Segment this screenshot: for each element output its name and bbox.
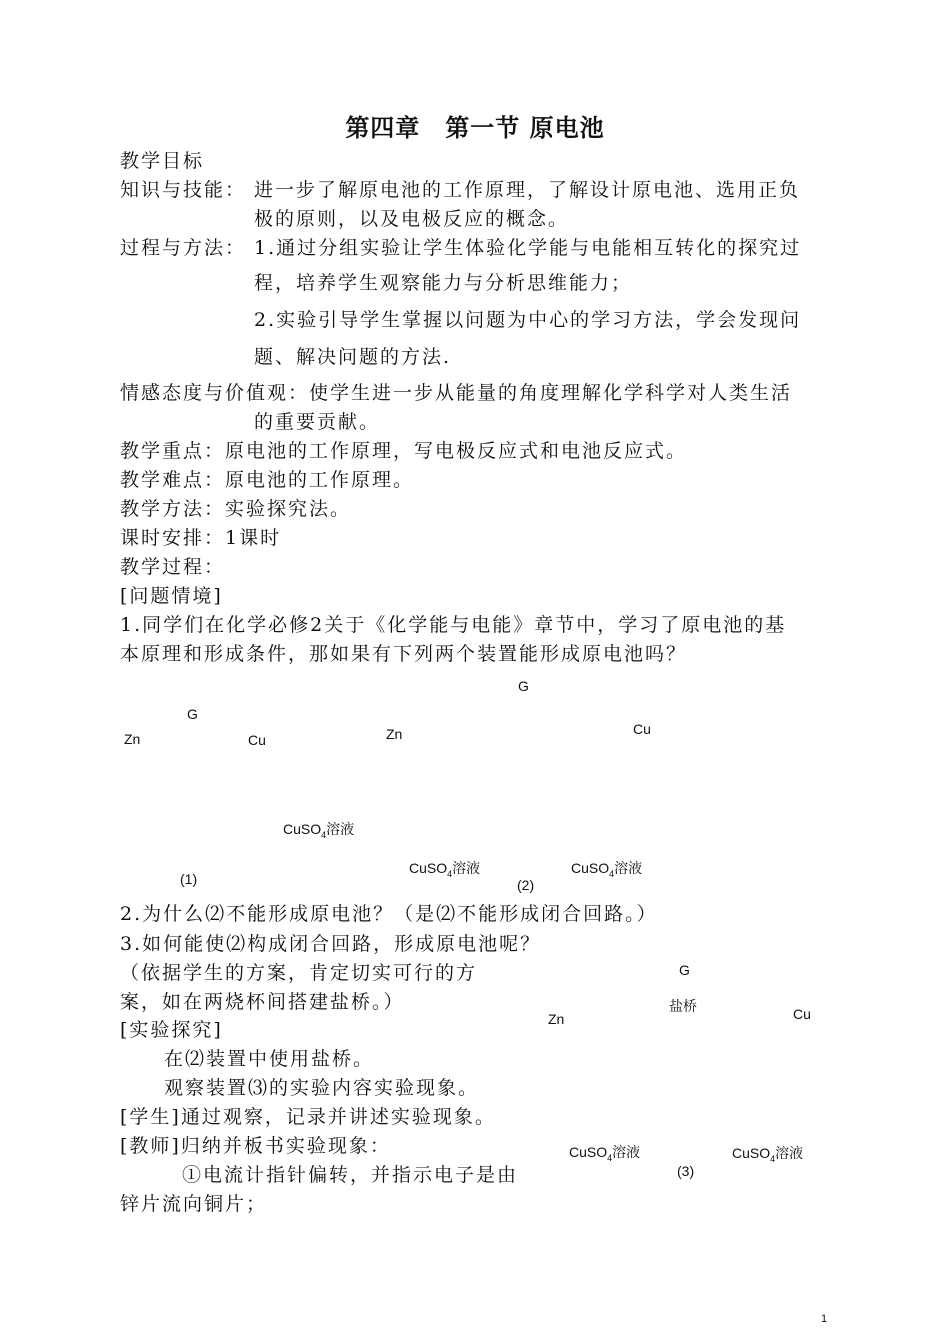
explore-step-2: 观察装置⑶的实验内容实验现象。 [164, 1077, 480, 1099]
fig3-solution-right-label: CuSO$_4$溶液 [732, 1145, 804, 1164]
fig3-caption: (3) [677, 1163, 695, 1179]
fig3-galvanometer-label: G [679, 962, 690, 978]
knowledge-line1: 进一步了解原电池的工作原理，了解设计原电池、选用正负 [254, 179, 801, 201]
fig2-caption: (2) [517, 877, 535, 893]
method: 教学方法：实验探究法。 [120, 498, 352, 520]
page-number: 1 [821, 1313, 828, 1325]
emotion-line2: 的重要贡献。 [254, 411, 381, 433]
question-3: 3.如何能使⑵构成闭合回路，形成原电池呢？ [120, 933, 542, 955]
process-item1-line2: 程，培养学生观察能力与分析思维能力； [254, 272, 633, 294]
fig3-solution-left-label: CuSO$_4$溶液 [569, 1144, 641, 1163]
fig1-cu-label: Cu [248, 732, 266, 748]
process-item1-line1: 1.通过分组实验让学生体验化学能与电能相互转化的探究过 [254, 237, 802, 259]
process-heading: 教学过程： [120, 556, 226, 578]
student-note: [学生]通过观察，记录并讲述实验现象。 [120, 1106, 496, 1128]
observation-1-line1: ①电流计指针偏转，并指示电子是由 [182, 1164, 519, 1186]
objectives-heading: 教学目标 [120, 150, 205, 172]
question-1-line2: 本原理和形成条件，那如果有下列两个装置能形成原电池吗？ [120, 643, 688, 665]
fig2-solution-right-label: CuSO$_4$溶液 [571, 860, 643, 879]
scenario-heading: [问题情境] [120, 585, 223, 607]
fig3-zn-label: Zn [548, 1011, 565, 1027]
fig2-galvanometer-label: G [518, 678, 529, 694]
difficulty: 教学难点：原电池的工作原理。 [120, 469, 415, 491]
process-item2-line1: 2.实验引导学生掌握以问题为中心的学习方法，学会发现问 [254, 309, 802, 331]
knowledge-label: 知识与技能： [120, 179, 247, 201]
process-item2-line2: 题、解决问题的方法. [254, 346, 452, 368]
fig1-solution-label: CuSO$_4$溶液 [283, 821, 355, 840]
fig2-solution-left-label: CuSO$_4$溶液 [409, 860, 481, 879]
question-3-answer-line1: （依据学生的方案，肯定切实可行的方 [120, 962, 478, 984]
question-3-answer-line2: 案，如在两烧杯间搭建盐桥。） [120, 991, 405, 1013]
fig1-zn-label: Zn [124, 731, 141, 747]
process-label: 过程与方法： [120, 237, 247, 259]
knowledge-line2: 极的原则，以及电极反应的概念。 [254, 208, 570, 230]
teacher-note: [教师]归纳并板书实验现象： [120, 1135, 391, 1157]
schedule: 课时安排：1课时 [120, 527, 282, 549]
key-points: 教学重点：原电池的工作原理，写电极反应式和电池反应式。 [120, 440, 688, 462]
explore-step-1: 在⑵装置中使用盐桥。 [164, 1048, 375, 1070]
page-title: 第四章 第一节 原电池 [345, 114, 605, 142]
explore-heading: [实验探究] [120, 1019, 223, 1041]
fig2-cu-label: Cu [633, 721, 651, 737]
question-2: 2.为什么⑵不能形成原电池？（是⑵不能形成闭合回路。） [120, 903, 658, 925]
fig1-galvanometer-label: G [187, 706, 198, 722]
question-1-line1: 1.同学们在化学必修2关于《化学能与电能》章节中，学习了原电池的基 [120, 614, 787, 636]
observation-1-line2: 锌片流向铜片； [120, 1193, 268, 1215]
fig2-zn-label: Zn [386, 726, 403, 742]
fig1-caption: (1) [180, 871, 198, 887]
fig3-cu-label: Cu [793, 1006, 811, 1022]
fig3-salt-bridge-label: 盐桥 [669, 998, 697, 1014]
emotion-line1: 情感态度与价值观：使学生进一步从能量的角度理解化学科学对人类生活 [120, 382, 793, 404]
